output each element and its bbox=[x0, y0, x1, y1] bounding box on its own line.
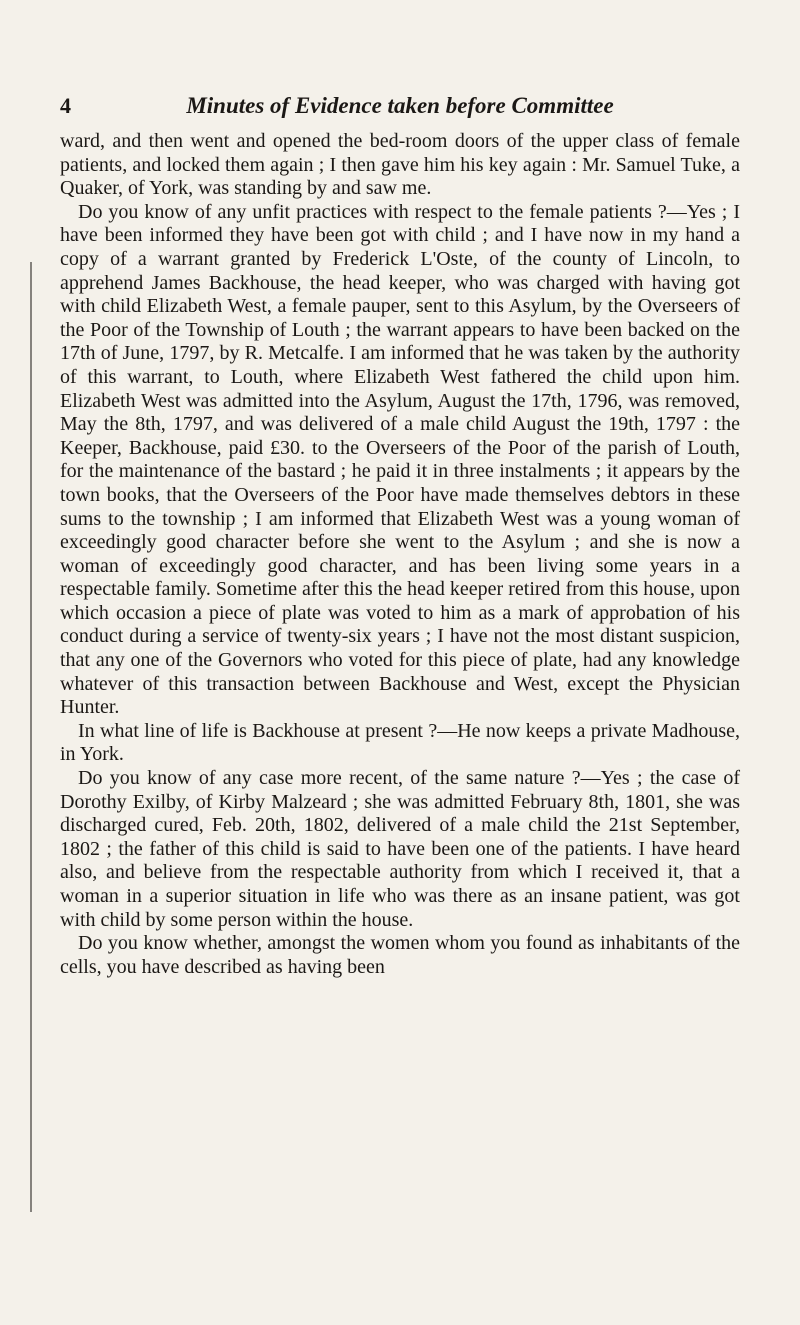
paragraph-continuation: ward, and then went and opened the bed-room doors of the upper class of female patients, and locked them again ; I then gave him his key again : Mr. Samuel Tuke, a Quaker, of York, was standing by and saw me. bbox=[60, 130, 740, 200]
page-number: 4 bbox=[60, 93, 71, 118]
running-title: Minutes of Evidence taken before Committee bbox=[186, 93, 614, 118]
paragraph-question-recent-case: Do you know of any case more recent, of the same nature ?—Yes ; the case of Dorothy Exilby, of Kirby Malzeard ; she was admitted February 8th, 1801, she was discharged cured, Feb. 20th, 1802, delivered of a male child the 21st September, 1802 ; the father of this child is said to have been one of the patients. I have heard also, and believe from the respectable authority from which I received it, that a woman in a superior situation in life who was there as an insane patient, was got with child by some person within the house. bbox=[60, 767, 740, 931]
body-text bbox=[60, 130, 740, 979]
paragraph-question-backhouse-present: In what line of life is Backhouse at present ?—He now keeps a private Madhouse, in York. bbox=[60, 719, 740, 766]
page-header bbox=[60, 93, 740, 123]
paragraph-question-women-cells: Do you know whether, amongst the women whom you found as inhabitants of the cells, you have described as having been bbox=[60, 932, 740, 978]
margin-rule bbox=[30, 262, 32, 1212]
paragraph-question-unfit-practices: Do you know of any unfit practices with respect to the female patients ?—Yes ; I have been informed they have been got with child ; and I have now in my hand a copy of a warrant granted by Frederick L'Oste, of the county of Lincoln, to apprehend James Backhouse, the head keeper, who was charged with having got with child Elizabeth West, a female pauper, sent to this Asylum, by the Overseers of the Poor of the Township of Louth ; the warrant appears to have been backed on the 17th of June, 1797, by R. Metcalfe. I am informed that he was taken by the authority of this warrant, to Louth, where Elizabeth West fathered the child upon him. Elizabeth West was admitted into the Asylum, August the 17th, 1796, was removed, May the 8th, 1797, and was delivered of a male child August the 19th, 1797 : the Keeper, Backhouse, paid £30. to the Overseers of the Poor of the parish of Louth, for the maintenance of the bastard ; he paid it in three instalments ; it appears by the town books, that the Overseers of the Poor have made themselves debtors in these sums to the township ; I am informed that Elizabeth West was a young woman of exceedingly good character before she went to the Asylum ; and she is now a woman of exceedingly good character, and has been living some years in a respectable family. Sometime after this the head keeper retired from this house, upon which occasion a piece of plate was voted to him as a mark of approbation of his conduct during a service of twenty-six years ; I have not the most distant suspicion, that any one of the Governors who voted for this piece of plate, had any knowledge whatever of this transaction between Backhouse and West, except the Physician Hunter. bbox=[60, 200, 740, 719]
